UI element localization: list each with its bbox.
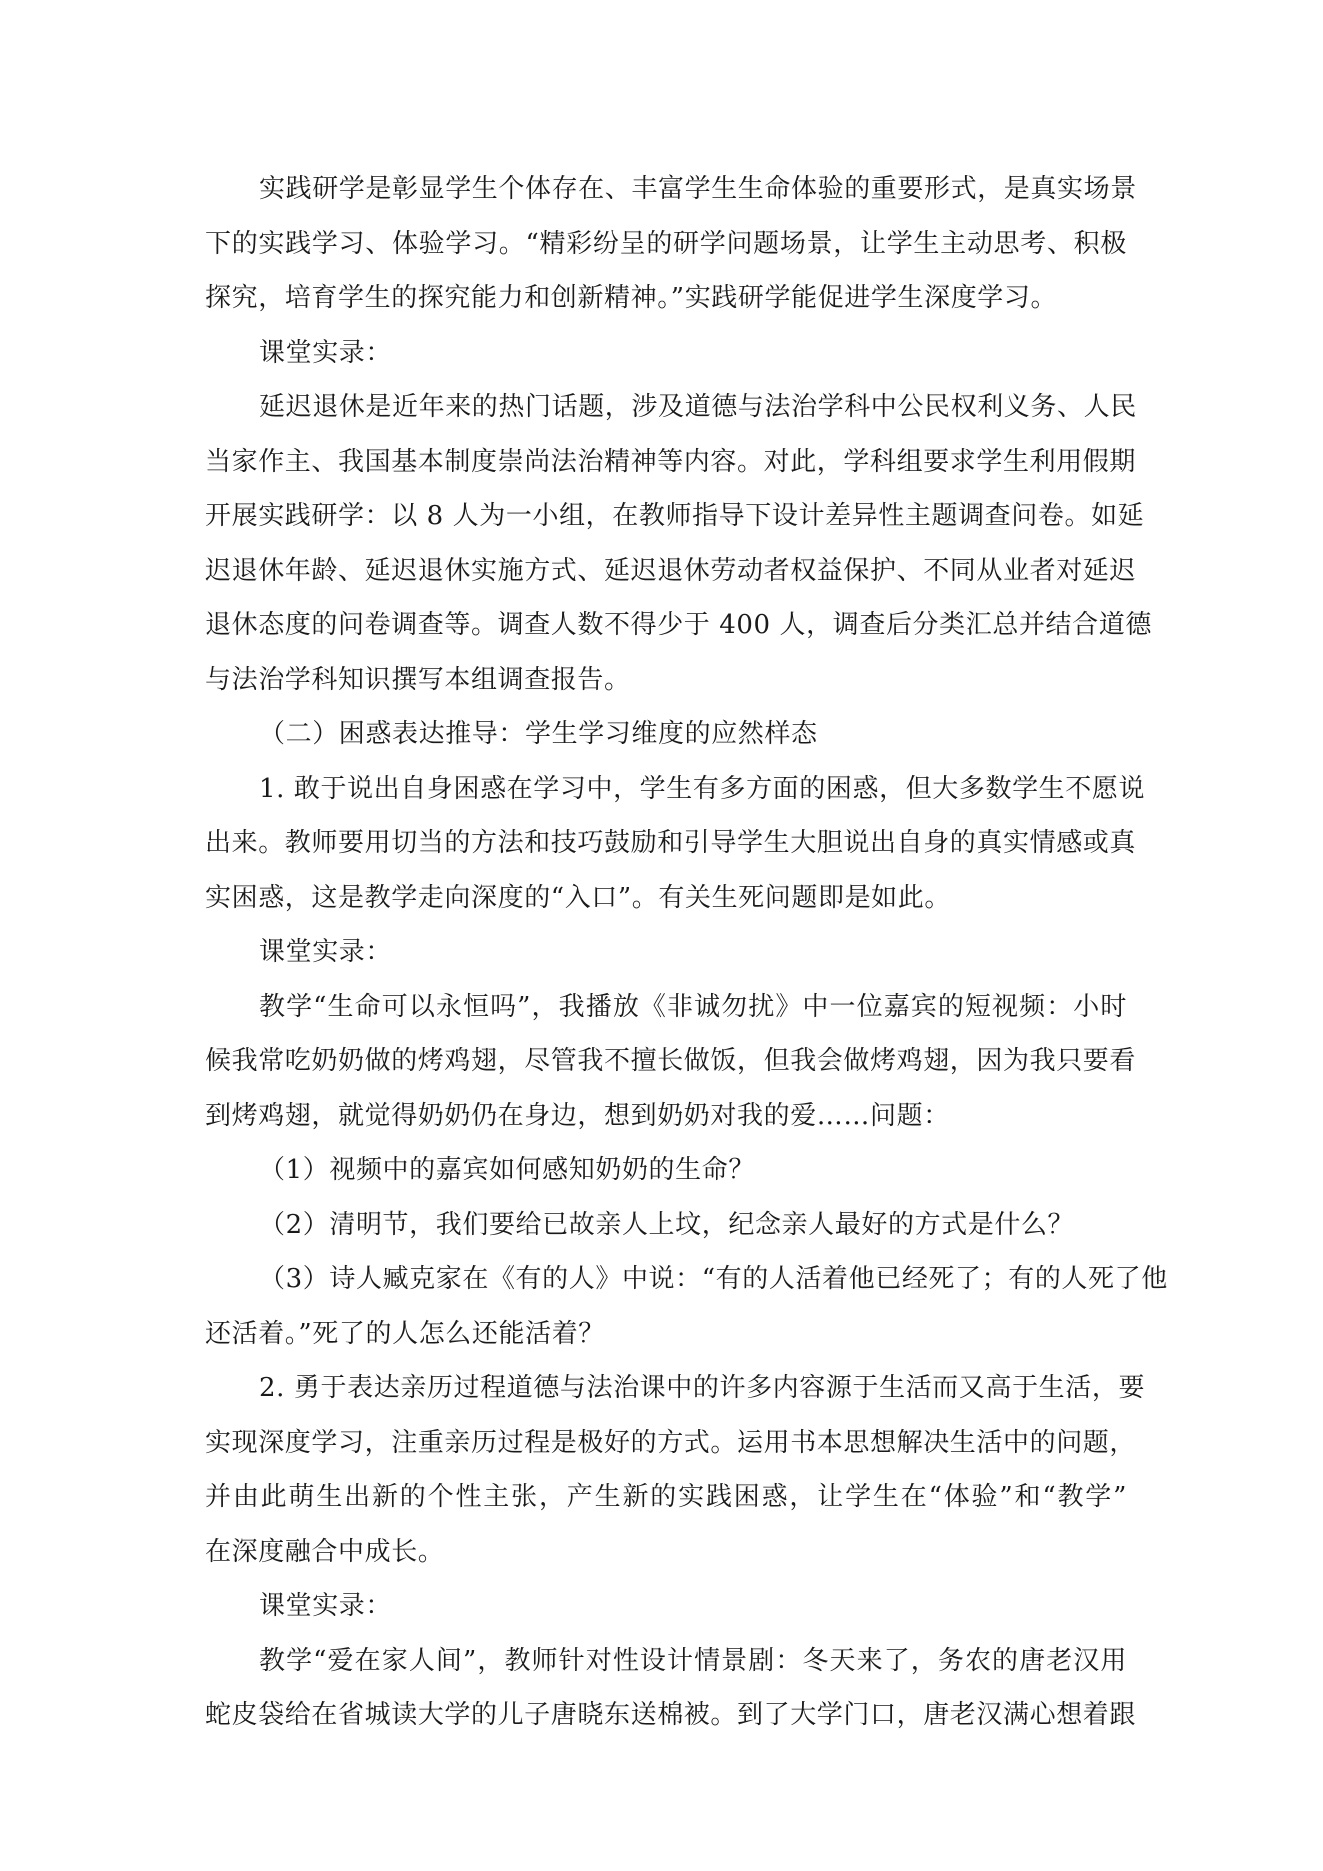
text-line: 候我常吃奶奶做的烤鸡翅，尽管我不擅长做饭，但我会做烤鸡翅，因为我只要看 xyxy=(205,1046,1137,1076)
text-line: 开展实践研学：以 8 人为一小组，在教师指导下设计差异性主题调查问卷。如延 xyxy=(205,501,1145,531)
text-line: 1. 敢于说出自身困惑在学习中，学生有多方面的困惑，但大多数学生不愿说 xyxy=(259,773,1146,804)
text-line: 当家作主、我国基本制度崇尚法治精神等内容。对此，学科组要求学生利用假期 xyxy=(205,446,1137,477)
text-line: 下的实践学习、体验学习。“精彩纷呈的研学问题场景，让学生主动思考、积极 xyxy=(205,228,1127,259)
text-line: 课堂实录： xyxy=(259,1591,393,1621)
text-line: 与法治学科知识撰写本组调查报告。 xyxy=(205,664,631,695)
text-line: 实困惑，这是教学走向深度的“入口”。有关生死问题即是如此。 xyxy=(205,882,951,913)
text-line: （二）困惑表达推导：学生学习维度的应然样态 xyxy=(259,719,818,749)
text-line: （1）视频中的嘉宾如何感知奶奶的生命？ xyxy=(259,1155,755,1185)
text-line: 在深度融合中成长。 xyxy=(205,1536,445,1567)
text-line: 蛇皮袋给在省城读大学的儿子唐晓东送棉被。到了大学门口，唐老汉满心想着跟 xyxy=(205,1700,1137,1730)
text-line: 退休态度的问卷调查等。调查人数不得少于 400 人，调查后分类汇总并结合道德 xyxy=(205,610,1152,640)
text-line: 到烤鸡翅，就觉得奶奶仍在身边，想到奶奶对我的爱……问题： xyxy=(205,1100,950,1131)
text-line: 实现深度学习，注重亲历过程是极好的方式。运用书本思想解决生活中的问题， xyxy=(205,1427,1137,1458)
text-line: 2. 勇于表达亲历过程道德与法治课中的许多内容源于生活而又高于生活，要 xyxy=(259,1373,1146,1403)
text-line: 教学“生命可以永恒吗”，我播放《非诚勿扰》中一位嘉宾的短视频：小时 xyxy=(259,991,1127,1022)
text-line: 课堂实录： xyxy=(259,937,393,967)
text-line: 课堂实录： xyxy=(259,337,393,368)
text-line: 实践研学是彰显学生个体存在、丰富学生生命体验的重要形式，是真实场景 xyxy=(259,174,1137,204)
text-line: （3）诗人臧克家在《有的人》中说：“有的人活着他已经死了；有的人死了他 xyxy=(259,1264,1168,1294)
text-line: 还活着。”死了的人怎么还能活着？ xyxy=(205,1318,605,1349)
text-line: 并由此萌生出新的个性主张，产生新的实践困惑，让学生在“体验”和“教学” xyxy=(205,1482,1127,1512)
text-line: 教学“爱在家人间”，教师针对性设计情景剧：冬天来了，务农的唐老汉用 xyxy=(259,1645,1127,1676)
text-line: 探究，培育学生的探究能力和创新精神。”实践研学能促进学生深度学习。 xyxy=(205,283,1058,313)
text-line: 出来。教师要用切当的方法和技巧鼓励和引导学生大胆说出自身的真实情感或真 xyxy=(205,828,1137,858)
text-line: （2）清明节，我们要给已故亲人上坟，纪念亲人最好的方式是什么？ xyxy=(259,1209,1075,1240)
document-body xyxy=(205,162,1168,1743)
text-line: 迟退休年龄、延迟退休实施方式、延迟退休劳动者权益保护、不同从业者对延迟 xyxy=(205,555,1137,586)
text-line: 延迟退休是近年来的热门话题，涉及道德与法治学科中公民权利义务、人民 xyxy=(259,392,1137,422)
